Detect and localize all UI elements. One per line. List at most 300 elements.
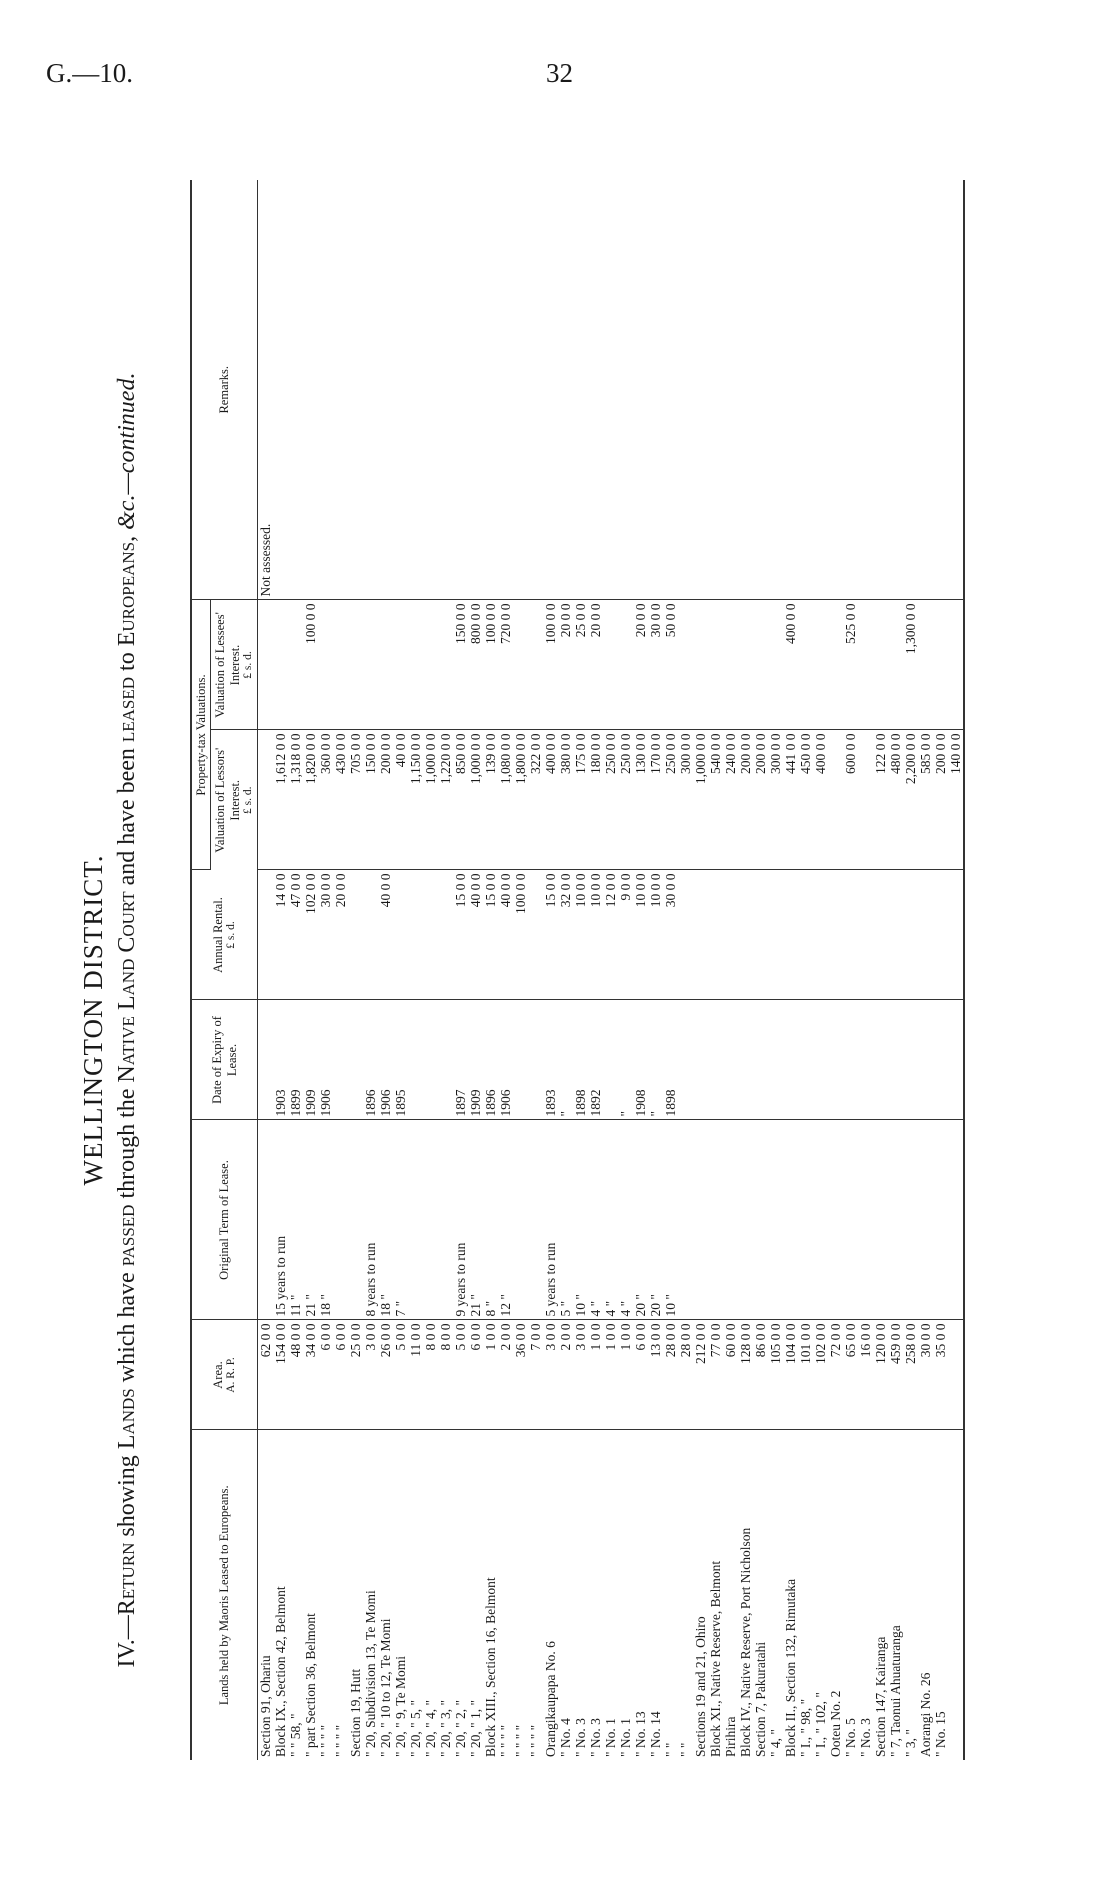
cell-expiry bbox=[768, 1000, 783, 1120]
cell-rental bbox=[423, 870, 438, 1000]
cell-rental bbox=[678, 870, 693, 1000]
col-expiry: Date of Expiry of Lease. bbox=[191, 1000, 258, 1120]
cell-lessors: 1,318 0 0 bbox=[288, 730, 303, 870]
cell-expiry: 1906 bbox=[498, 1000, 513, 1120]
cell-lessors: 300 0 0 bbox=[678, 730, 693, 870]
cell-land: " 4, " bbox=[768, 1729, 784, 1757]
table-row bbox=[423, 180, 438, 1760]
table-row bbox=[558, 180, 573, 1760]
cell-lessees bbox=[438, 600, 453, 730]
cell-lessors: 1,220 0 0 bbox=[438, 730, 453, 870]
cell-expiry: 1906 bbox=[318, 1000, 333, 1120]
cell-lessees bbox=[858, 600, 873, 730]
cell-land: Block XIII., Section 16, Belmont bbox=[483, 1577, 499, 1757]
cell-lessors: 140 0 0 bbox=[948, 730, 964, 870]
table-row bbox=[348, 180, 363, 1760]
col-term: Original Term of Lease. bbox=[191, 1120, 258, 1320]
cell-remarks bbox=[813, 180, 828, 600]
cell-lessees: 50 0 0 bbox=[663, 600, 678, 730]
cell-expiry: 1893 bbox=[543, 1000, 558, 1120]
cell-lessees bbox=[873, 600, 888, 730]
cell-lessees bbox=[708, 600, 723, 730]
cell-remarks bbox=[708, 180, 723, 600]
cell-remarks bbox=[273, 180, 288, 600]
cell-remarks bbox=[768, 180, 783, 600]
cell-rental bbox=[738, 870, 753, 1000]
cell-lessees bbox=[288, 600, 303, 730]
cell-rental bbox=[393, 870, 408, 1000]
cell-land: Section 19, Hutt bbox=[348, 1668, 364, 1757]
cell-land: " I., " 98, " bbox=[798, 1698, 814, 1757]
cell-rental bbox=[723, 870, 738, 1000]
cell-land: " No. 3 bbox=[858, 1718, 874, 1757]
cell-remarks bbox=[303, 180, 318, 600]
cell-area: 34 0 0 bbox=[303, 1320, 318, 1430]
cell-term bbox=[528, 1120, 543, 1320]
cell-remarks bbox=[453, 180, 468, 600]
cell-rental: 100 0 0 bbox=[513, 870, 528, 1000]
table-row bbox=[768, 180, 783, 1760]
cell-expiry: 1892 bbox=[588, 1000, 603, 1120]
cell-expiry bbox=[408, 1000, 423, 1120]
cell-area: 36 0 0 bbox=[513, 1320, 528, 1430]
cell-expiry bbox=[948, 1000, 964, 1120]
cell-expiry: 1909 bbox=[468, 1000, 483, 1120]
cell-remarks bbox=[543, 180, 558, 600]
cell-land: " " " " bbox=[498, 1724, 514, 1757]
cell-term: 21 " bbox=[303, 1120, 318, 1320]
table-row bbox=[858, 180, 873, 1760]
cell-land: " 20, " 9, Te Momi bbox=[393, 1656, 409, 1757]
cell-lessors: 250 0 0 bbox=[603, 730, 618, 870]
table-row bbox=[288, 180, 303, 1760]
cell-area: 6 0 0 bbox=[468, 1320, 483, 1430]
cell-lessees: 20 0 0 bbox=[558, 600, 573, 730]
cell-land: " " " " bbox=[318, 1724, 334, 1757]
cell-area: 8 0 0 bbox=[423, 1320, 438, 1430]
cell-lessees bbox=[678, 600, 693, 730]
cell-lessors: 250 0 0 bbox=[618, 730, 633, 870]
table-row bbox=[903, 180, 918, 1760]
cell-expiry: 1896 bbox=[483, 1000, 498, 1120]
cell-remarks bbox=[618, 180, 633, 600]
cell-remarks bbox=[483, 180, 498, 600]
cell-term: 15 years to run bbox=[273, 1120, 288, 1320]
cell-term bbox=[348, 1120, 363, 1320]
cell-lessees bbox=[768, 600, 783, 730]
cell-land: " " 58, " bbox=[288, 1713, 304, 1757]
cell-remarks bbox=[393, 180, 408, 600]
cell-rental bbox=[813, 870, 828, 1000]
cell-area: 2 0 0 bbox=[558, 1320, 573, 1430]
cell-lessors: 430 0 0 bbox=[333, 730, 348, 870]
cell-lessees bbox=[258, 600, 274, 730]
cell-expiry: 1898 bbox=[663, 1000, 678, 1120]
cell-rental: 40 0 0 bbox=[378, 870, 393, 1000]
cell-term: 12 " bbox=[498, 1120, 513, 1320]
cell-land: Aorangi No. 26 bbox=[918, 1672, 934, 1757]
table-row bbox=[333, 180, 348, 1760]
table-row bbox=[708, 180, 723, 1760]
cell-area: 25 0 0 bbox=[348, 1320, 363, 1430]
cell-lessors: 450 0 0 bbox=[798, 730, 813, 870]
cell-expiry bbox=[813, 1000, 828, 1120]
cell-term bbox=[723, 1120, 738, 1320]
cell-lessees: 525 0 0 bbox=[843, 600, 858, 730]
cell-land: Section 7, Pakuratahi bbox=[753, 1641, 769, 1757]
cell-remarks bbox=[438, 180, 453, 600]
cell-area: 1 0 0 bbox=[603, 1320, 618, 1430]
cell-remarks bbox=[753, 180, 768, 600]
cell-lessors: 180 0 0 bbox=[588, 730, 603, 870]
cell-lessees bbox=[753, 600, 768, 730]
cell-term bbox=[738, 1120, 753, 1320]
cell-lessors: 360 0 0 bbox=[318, 730, 333, 870]
cell-lessees bbox=[528, 600, 543, 730]
cell-rental bbox=[768, 870, 783, 1000]
table-row bbox=[573, 180, 588, 1760]
cell-lessors: 2,200 0 0 bbox=[903, 730, 918, 870]
table-row bbox=[543, 180, 558, 1760]
cell-area: 26 0 0 bbox=[378, 1320, 393, 1430]
cell-expiry: " bbox=[558, 1000, 573, 1120]
cell-rental bbox=[693, 870, 708, 1000]
district-title: WELLINGTON DISTRICT. bbox=[78, 854, 108, 1186]
cell-remarks bbox=[333, 180, 348, 600]
cell-area: 60 0 0 bbox=[723, 1320, 738, 1430]
cell-lessors: 1,800 0 0 bbox=[513, 730, 528, 870]
cell-lessors: 1,150 0 0 bbox=[408, 730, 423, 870]
cell-land: " No. 3 bbox=[573, 1718, 589, 1757]
cell-land: " " " " bbox=[333, 1724, 349, 1757]
cell-rental: 12 0 0 bbox=[603, 870, 618, 1000]
cell-land: " No. 4 bbox=[558, 1718, 574, 1757]
cell-expiry: 1908 bbox=[633, 1000, 648, 1120]
cell-term: 11 " bbox=[288, 1120, 303, 1320]
cell-expiry bbox=[888, 1000, 903, 1120]
cell-lessors: 150 0 0 bbox=[363, 730, 378, 870]
cell-remarks bbox=[933, 180, 948, 600]
cell-term: 8 " bbox=[483, 1120, 498, 1320]
cell-expiry: " bbox=[618, 1000, 633, 1120]
table-row bbox=[618, 180, 633, 1760]
cell-rental bbox=[888, 870, 903, 1000]
cell-rental bbox=[903, 870, 918, 1000]
cell-area: 62 0 0 bbox=[258, 1320, 274, 1430]
cell-remarks bbox=[693, 180, 708, 600]
table-row bbox=[888, 180, 903, 1760]
cell-rental: 9 0 0 bbox=[618, 870, 633, 1000]
table-row bbox=[438, 180, 453, 1760]
cell-lessees bbox=[333, 600, 348, 730]
table-row bbox=[828, 180, 843, 1760]
cell-term bbox=[783, 1120, 798, 1320]
cell-lessees: 1,300 0 0 bbox=[903, 600, 918, 730]
cell-remarks bbox=[903, 180, 918, 600]
cell-land: Orangikaupapa No. 6 bbox=[543, 1641, 559, 1757]
cell-rental bbox=[438, 870, 453, 1000]
cell-area: 104 0 0 bbox=[783, 1320, 798, 1430]
cell-lessees bbox=[408, 600, 423, 730]
cell-rental: 15 0 0 bbox=[483, 870, 498, 1000]
cell-area: 154 0 0 bbox=[273, 1320, 288, 1430]
cell-lessees bbox=[828, 600, 843, 730]
cell-lessors: 441 0 0 bbox=[783, 730, 798, 870]
cell-rental bbox=[828, 870, 843, 1000]
cell-land: Sections 19 and 21, Ohiro bbox=[693, 1616, 709, 1757]
col-lands: Lands held by Maoris Leased to Europeans. bbox=[191, 1430, 258, 1760]
cell-expiry: 1909 bbox=[303, 1000, 318, 1120]
cell-lessors: 585 0 0 bbox=[918, 730, 933, 870]
cell-lessors: 139 0 0 bbox=[483, 730, 498, 870]
cell-lessees bbox=[798, 600, 813, 730]
table-row bbox=[633, 180, 648, 1760]
table-row bbox=[528, 180, 543, 1760]
cell-lessors bbox=[858, 730, 873, 870]
return-title: IV.—Return showing Lands which have passed through the Native Land Court and have been leased to Europeans, &c.—continued. bbox=[114, 372, 140, 1668]
cell-term: 20 " bbox=[633, 1120, 648, 1320]
cell-expiry: " bbox=[648, 1000, 663, 1120]
cell-expiry bbox=[528, 1000, 543, 1120]
table-row bbox=[738, 180, 753, 1760]
cell-lessees bbox=[363, 600, 378, 730]
cell-area: 11 0 0 bbox=[408, 1320, 423, 1430]
cell-expiry bbox=[438, 1000, 453, 1120]
cell-term bbox=[843, 1120, 858, 1320]
cell-lessees: 100 0 0 bbox=[303, 600, 318, 730]
cell-lessors: 600 0 0 bbox=[843, 730, 858, 870]
cell-expiry: 1896 bbox=[363, 1000, 378, 1120]
cell-term: 8 years to run bbox=[363, 1120, 378, 1320]
cell-remarks bbox=[948, 180, 964, 600]
cell-area: 77 0 0 bbox=[708, 1320, 723, 1430]
cell-rental bbox=[408, 870, 423, 1000]
cell-rental bbox=[753, 870, 768, 1000]
cell-rental bbox=[783, 870, 798, 1000]
cell-remarks bbox=[873, 180, 888, 600]
cell-lessees bbox=[888, 600, 903, 730]
cell-term bbox=[903, 1120, 918, 1320]
cell-area: 1 0 0 bbox=[618, 1320, 633, 1430]
cell-area: 120 0 0 bbox=[873, 1320, 888, 1430]
cell-lessees: 30 0 0 bbox=[648, 600, 663, 730]
cell-remarks bbox=[918, 180, 933, 600]
cell-term bbox=[858, 1120, 873, 1320]
table-row bbox=[378, 180, 393, 1760]
cell-rental: 32 0 0 bbox=[558, 870, 573, 1000]
cell-land: " " " " bbox=[513, 1724, 529, 1757]
cell-land: " No. 1 bbox=[603, 1718, 619, 1757]
table-row bbox=[258, 180, 274, 1760]
cell-area: 258 0 0 bbox=[903, 1320, 918, 1430]
cell-term bbox=[918, 1120, 933, 1320]
table-row bbox=[723, 180, 738, 1760]
table-row bbox=[678, 180, 693, 1760]
cell-term: 5 years to run bbox=[543, 1120, 558, 1320]
cell-land: " " bbox=[678, 1742, 694, 1757]
cell-land: " 20, " 4, " bbox=[423, 1699, 439, 1757]
table-row bbox=[498, 180, 513, 1760]
cell-term bbox=[813, 1120, 828, 1320]
cell-land: " No. 1 bbox=[618, 1718, 634, 1757]
col-area: Area. A. R. P. bbox=[191, 1320, 258, 1430]
table-row bbox=[873, 180, 888, 1760]
col-lessees: Valuation of Lessees' Interest. £ s. d. bbox=[211, 600, 258, 730]
table-row bbox=[798, 180, 813, 1760]
cell-rental bbox=[363, 870, 378, 1000]
cell-expiry bbox=[933, 1000, 948, 1120]
page-number: 32 bbox=[546, 58, 573, 88]
cell-rental bbox=[843, 870, 858, 1000]
cell-lessees: 100 0 0 bbox=[483, 600, 498, 730]
cell-lessees bbox=[423, 600, 438, 730]
cell-remarks bbox=[633, 180, 648, 600]
cell-lessors: 380 0 0 bbox=[558, 730, 573, 870]
cell-lessees bbox=[393, 600, 408, 730]
cell-lessors: 200 0 0 bbox=[933, 730, 948, 870]
cell-rental: 14 0 0 bbox=[273, 870, 288, 1000]
cell-lessors: 170 0 0 bbox=[648, 730, 663, 870]
cell-area: 1 0 0 bbox=[483, 1320, 498, 1430]
cell-lessees bbox=[738, 600, 753, 730]
cell-remarks bbox=[363, 180, 378, 600]
cell-expiry bbox=[873, 1000, 888, 1120]
cell-term: 9 years to run bbox=[453, 1120, 468, 1320]
cell-land: " I., " 102, " bbox=[813, 1692, 829, 1757]
cell-area: 102 0 0 bbox=[813, 1320, 828, 1430]
cell-remarks bbox=[468, 180, 483, 600]
cell-expiry bbox=[513, 1000, 528, 1120]
cell-area: 6 0 0 bbox=[633, 1320, 648, 1430]
cell-area: 105 0 0 bbox=[768, 1320, 783, 1430]
cell-lessees bbox=[948, 600, 964, 730]
cell-land: Section 147, Kairanga bbox=[873, 1636, 889, 1757]
cell-land: Block II., Section 132, Rimutaka bbox=[783, 1578, 799, 1757]
cell-expiry bbox=[798, 1000, 813, 1120]
cell-lessors: 1,000 0 0 bbox=[423, 730, 438, 870]
cell-lessors: 400 0 0 bbox=[813, 730, 828, 870]
cell-expiry bbox=[348, 1000, 363, 1120]
cell-lessors: 540 0 0 bbox=[708, 730, 723, 870]
cell-term: 20 " bbox=[648, 1120, 663, 1320]
cell-area: 8 0 0 bbox=[438, 1320, 453, 1430]
cell-term bbox=[708, 1120, 723, 1320]
cell-area: 3 0 0 bbox=[543, 1320, 558, 1430]
cell-term bbox=[438, 1120, 453, 1320]
cell-land: " 20, " 1, " bbox=[468, 1699, 484, 1757]
cell-rental bbox=[948, 870, 964, 1000]
cell-area: 7 0 0 bbox=[528, 1320, 543, 1430]
cell-remarks bbox=[678, 180, 693, 600]
cell-land: " 20, " 2, " bbox=[453, 1699, 469, 1757]
cell-term bbox=[408, 1120, 423, 1320]
cell-rental bbox=[348, 870, 363, 1000]
cell-remarks bbox=[288, 180, 303, 600]
cell-expiry bbox=[723, 1000, 738, 1120]
cell-rental: 10 0 0 bbox=[648, 870, 663, 1000]
cell-lessees: 20 0 0 bbox=[588, 600, 603, 730]
cell-lessees bbox=[603, 600, 618, 730]
cell-term bbox=[753, 1120, 768, 1320]
cell-lessors: 400 0 0 bbox=[543, 730, 558, 870]
cell-term: 10 " bbox=[663, 1120, 678, 1320]
cell-land: Block XI., Native Reserve, Belmont bbox=[708, 1560, 724, 1757]
cell-remarks bbox=[843, 180, 858, 600]
cell-land: " 20, " 10 to 12, Te Momi bbox=[378, 1618, 394, 1757]
cell-rental bbox=[708, 870, 723, 1000]
cell-lessors: 480 0 0 bbox=[888, 730, 903, 870]
cell-remarks bbox=[378, 180, 393, 600]
cell-land: " " " " bbox=[528, 1724, 544, 1757]
cell-lessors: 850 0 0 bbox=[453, 730, 468, 870]
cell-remarks bbox=[528, 180, 543, 600]
cell-lessors: 705 0 0 bbox=[348, 730, 363, 870]
cell-remarks bbox=[348, 180, 363, 600]
cell-expiry: 1898 bbox=[573, 1000, 588, 1120]
cell-lessees: 150 0 0 bbox=[453, 600, 468, 730]
cell-rental: 15 0 0 bbox=[453, 870, 468, 1000]
cell-area: 65 0 0 bbox=[843, 1320, 858, 1430]
cell-area: 1 0 0 bbox=[588, 1320, 603, 1430]
cell-expiry bbox=[753, 1000, 768, 1120]
cell-rental: 10 0 0 bbox=[573, 870, 588, 1000]
cell-term: 4 " bbox=[618, 1120, 633, 1320]
cell-term bbox=[828, 1120, 843, 1320]
cell-area: 16 0 0 bbox=[858, 1320, 873, 1430]
cell-expiry: 1903 bbox=[273, 1000, 288, 1120]
cell-remarks bbox=[588, 180, 603, 600]
cell-rental: 40 0 0 bbox=[468, 870, 483, 1000]
cell-lessees bbox=[693, 600, 708, 730]
cell-term bbox=[333, 1120, 348, 1320]
cell-rental bbox=[873, 870, 888, 1000]
cell-lessors: 1,612 0 0 bbox=[273, 730, 288, 870]
cell-lessees: 720 0 0 bbox=[498, 600, 513, 730]
cell-land bbox=[948, 1430, 964, 1760]
col-remarks: Remarks. bbox=[191, 180, 258, 600]
col-rental: Annual Rental. £ s. d. bbox=[191, 870, 258, 1000]
cell-remarks bbox=[828, 180, 843, 600]
cell-lessees bbox=[273, 600, 288, 730]
table-row bbox=[453, 180, 468, 1760]
cell-lessors: 200 0 0 bbox=[753, 730, 768, 870]
table-row bbox=[813, 180, 828, 1760]
table-row bbox=[483, 180, 498, 1760]
cell-lessors: 200 0 0 bbox=[738, 730, 753, 870]
cell-term: 18 " bbox=[318, 1120, 333, 1320]
rotated-page bbox=[50, 140, 970, 1900]
cell-area: 13 0 0 bbox=[648, 1320, 663, 1430]
cell-expiry bbox=[678, 1000, 693, 1120]
table-row bbox=[393, 180, 408, 1760]
cell-lessees bbox=[933, 600, 948, 730]
cell-rental bbox=[528, 870, 543, 1000]
cell-lessees bbox=[813, 600, 828, 730]
cell-lessees: 400 0 0 bbox=[783, 600, 798, 730]
table-row bbox=[843, 180, 858, 1760]
document-code: G.—10. bbox=[46, 58, 133, 88]
cell-area: 6 0 0 bbox=[318, 1320, 333, 1430]
cell-expiry bbox=[858, 1000, 873, 1120]
table-row bbox=[513, 180, 528, 1760]
cell-area: 212 0 0 bbox=[693, 1320, 708, 1430]
cell-term: 4 " bbox=[588, 1120, 603, 1320]
cell-lessors: 200 0 0 bbox=[378, 730, 393, 870]
cell-remarks bbox=[423, 180, 438, 600]
cell-remarks: Not assessed. bbox=[258, 180, 274, 600]
cell-area: 72 0 0 bbox=[828, 1320, 843, 1430]
cell-expiry bbox=[903, 1000, 918, 1120]
